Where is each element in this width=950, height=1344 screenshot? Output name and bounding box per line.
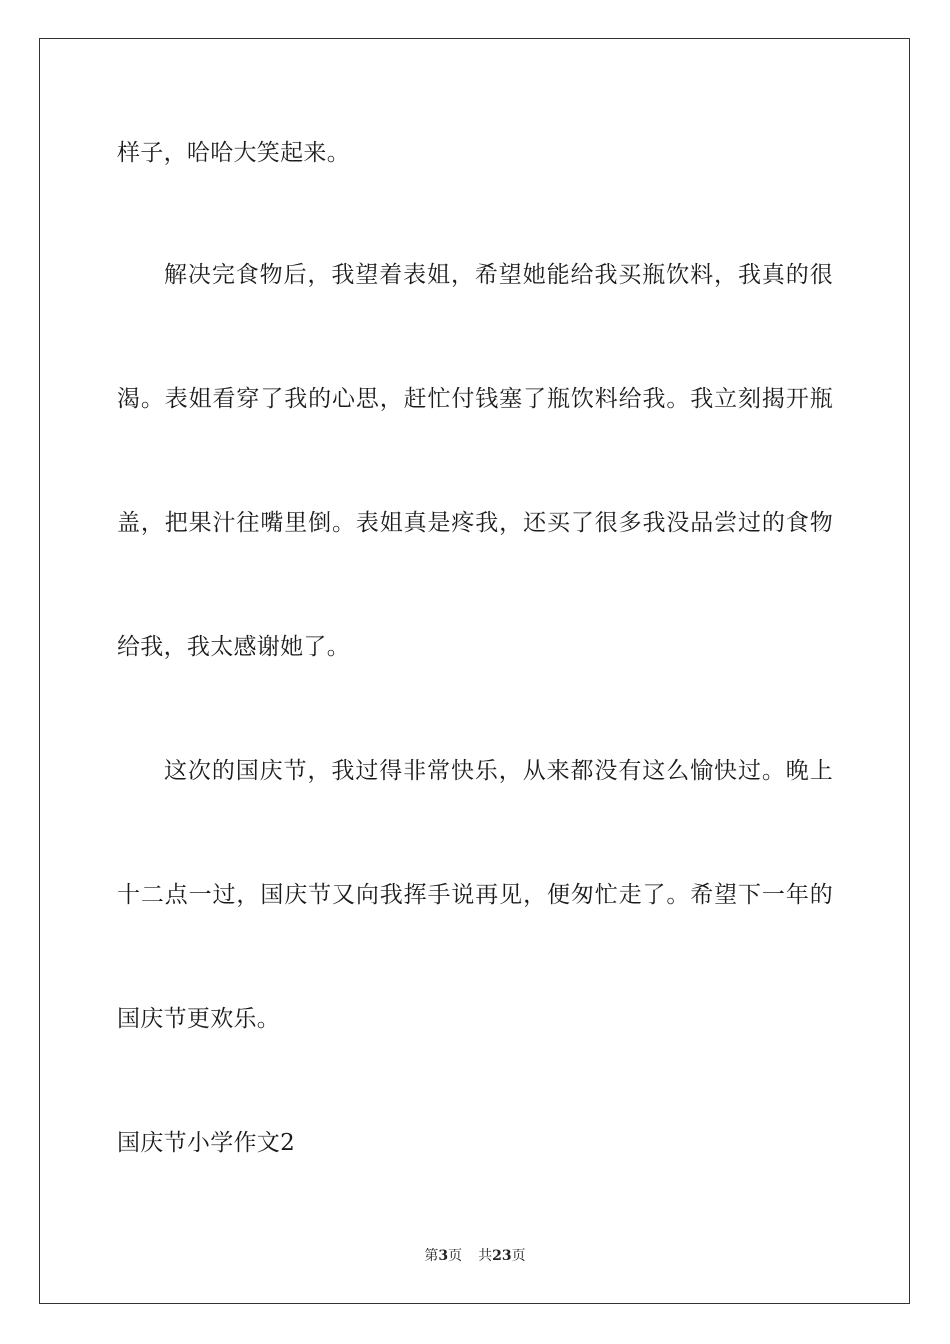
text-line-4: 盖，把果汁往嘴里倒。表姐真是疼我，还买了很多我没品尝过的食物 xyxy=(117,510,833,536)
page-footer xyxy=(0,1247,950,1265)
text-line-2: 解决完食物后，我望着表姐，希望她能给我买瓶饮料，我真的很 xyxy=(164,262,833,288)
footer-total-pages: 23 xyxy=(492,1248,512,1264)
text-line-8: 国庆节更欢乐。 xyxy=(117,1006,281,1032)
footer-total-suffix: 页 xyxy=(511,1248,526,1264)
text-line-6: 这次的国庆节，我过得非常快乐，从来都没有这么愉快过。晚上 xyxy=(164,758,833,784)
footer-page-number: 3 xyxy=(438,1248,449,1264)
footer-total-prefix: 共 xyxy=(478,1248,493,1264)
text-line-1: 样子，哈哈大笑起来。 xyxy=(117,140,350,166)
section-heading: 国庆节小学作文2 xyxy=(117,1130,296,1156)
text-line-3: 渴。表姐看穿了我的心思，赶忙付钱塞了瓶饮料给我。我立刻揭开瓶 xyxy=(117,386,833,412)
text-line-5: 给我，我太感谢她了。 xyxy=(117,634,350,660)
footer-page-prefix: 第 xyxy=(424,1248,439,1264)
footer-page-suffix: 页 xyxy=(448,1248,463,1264)
page-border xyxy=(39,38,910,1304)
text-line-7: 十二点一过，国庆节又向我挥手说再见，便匆忙走了。希望下一年的 xyxy=(117,882,833,908)
